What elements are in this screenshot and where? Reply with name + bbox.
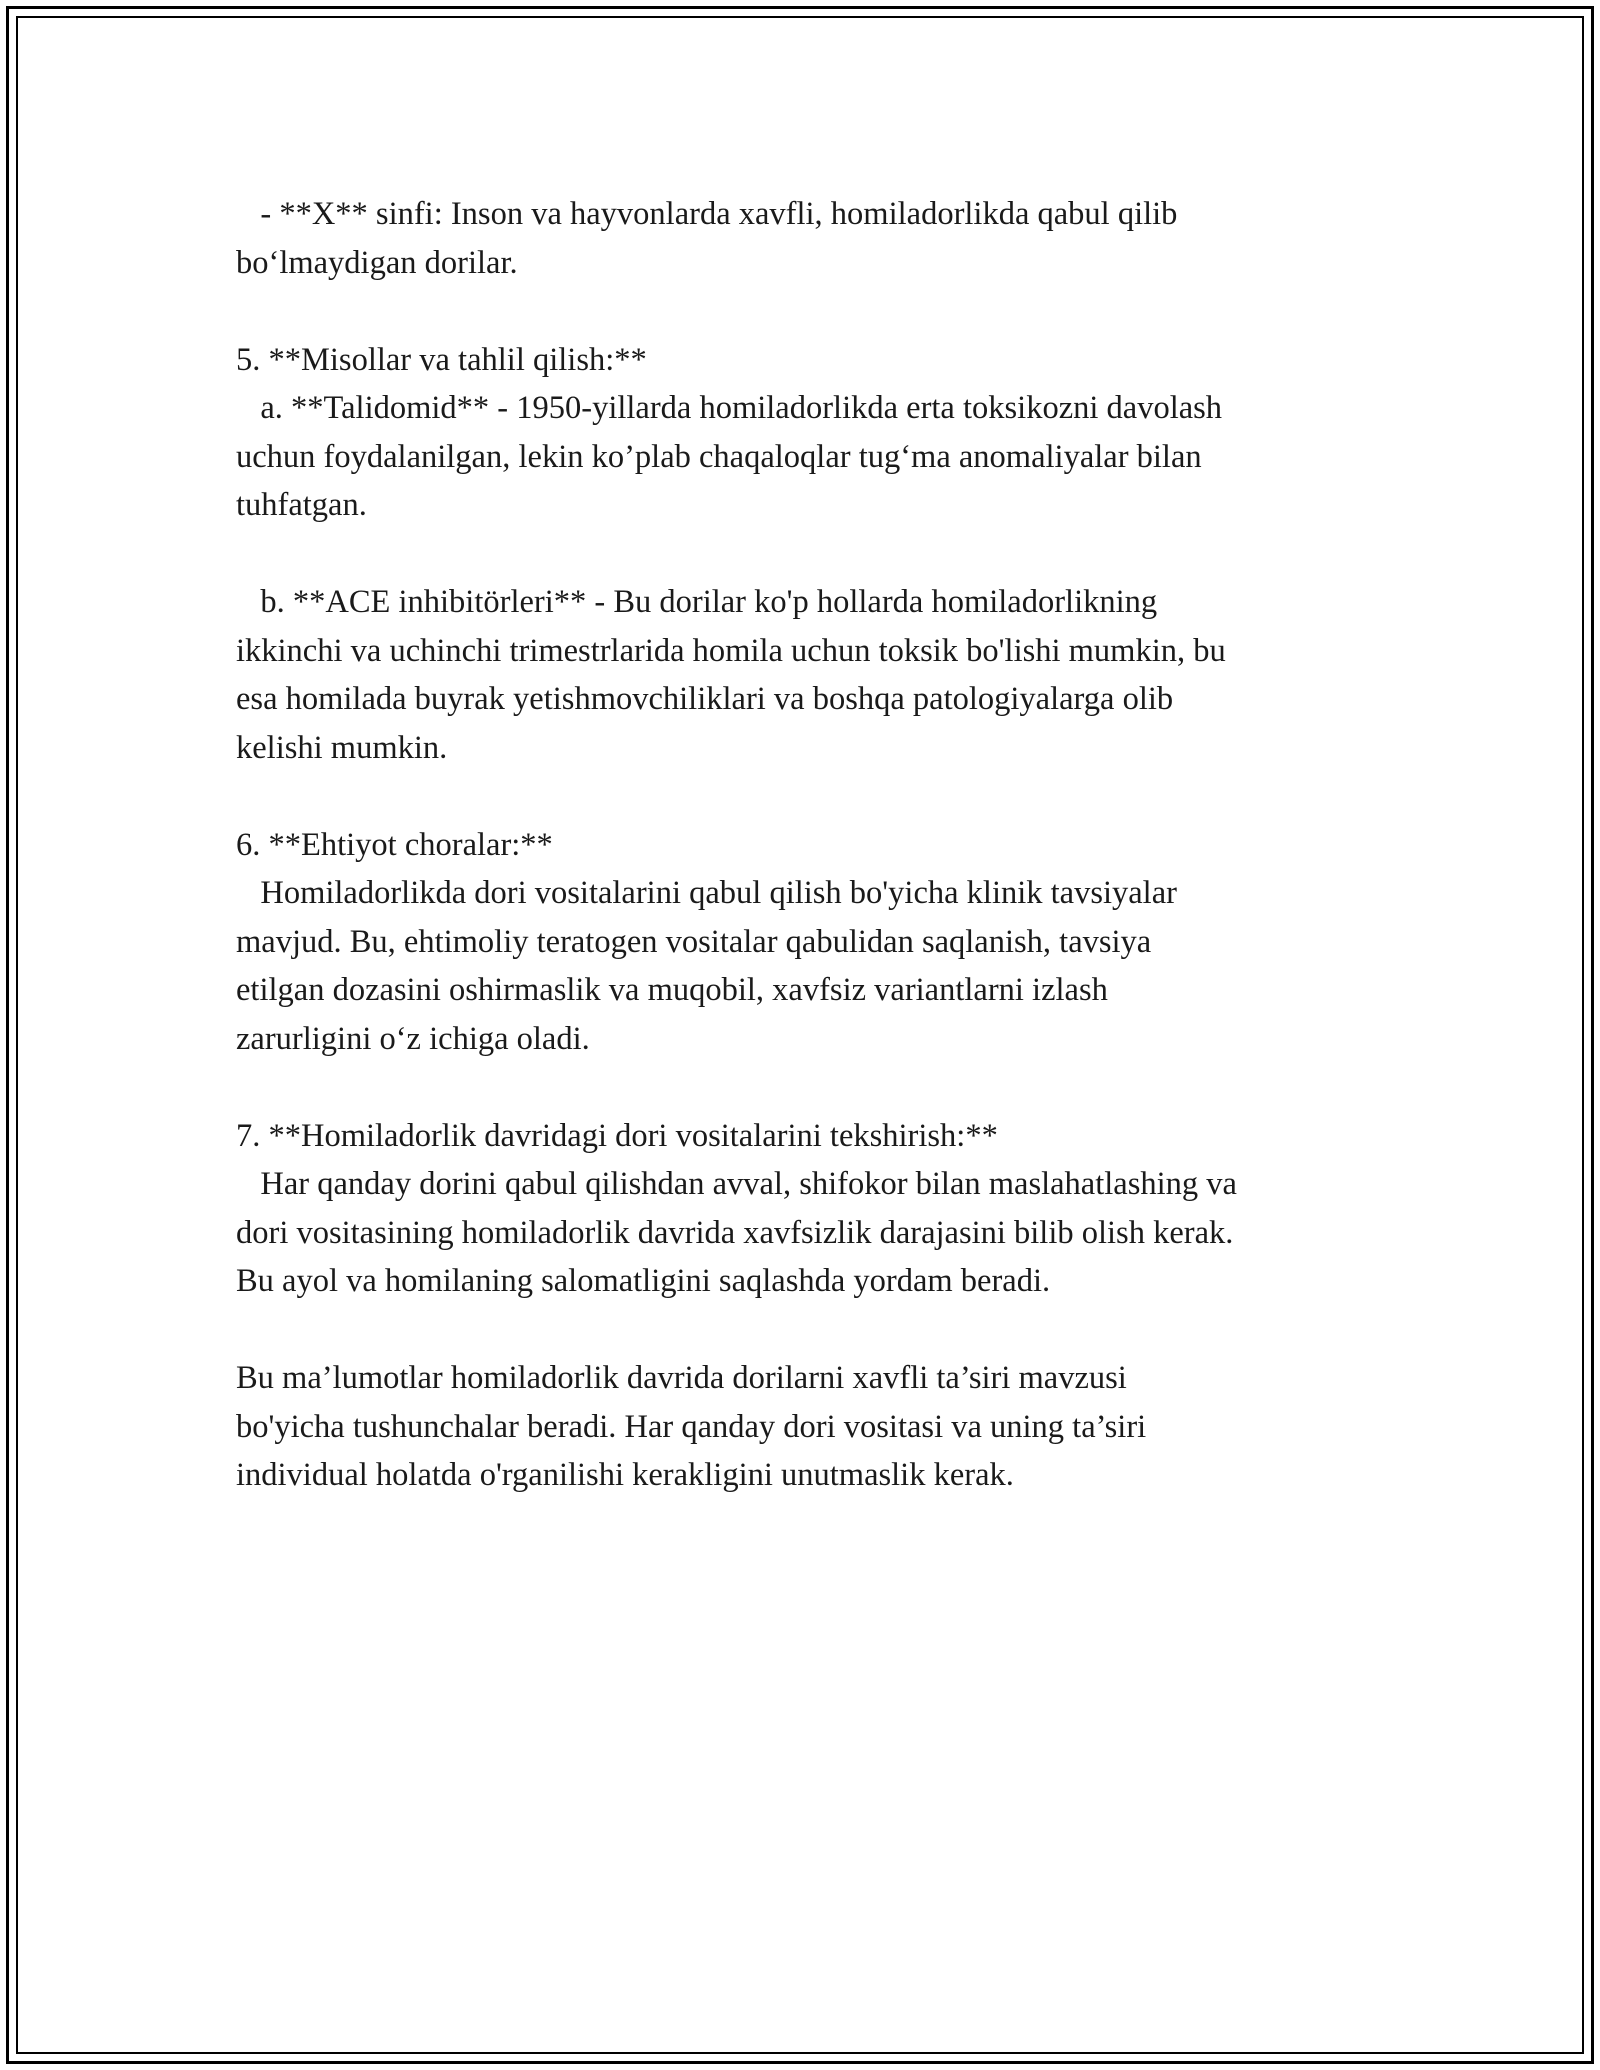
- paragraph-spacer: [236, 287, 1376, 336]
- document-body: [236, 190, 1376, 1500]
- text-line: uchun foydalanilgan, lekin ko’plab chaqaloqlar tug‘ma anomaliyalar bilan: [236, 438, 1202, 475]
- text-line: zarurligini o‘z ichiga oladi.: [236, 1020, 590, 1057]
- text-line: 5. **Misollar va tahlil qilish:**: [236, 341, 647, 378]
- text-line: ikkinchi va uchinchi trimestrlarida homila uchun toksik bo'lishi mumkin, bu: [236, 632, 1226, 669]
- text-line: b. **ACE inhibitörleri** - Bu dorilar ko'p hollarda homiladorlikning: [236, 584, 1158, 620]
- text-line: Bu ayol va homilaning salomatligini saqlashda yordam beradi.: [236, 1263, 1051, 1299]
- paragraph: [236, 1354, 1376, 1500]
- text-line: Bu ma’lumotlar homiladorlik davrida dorilarni xavfli ta’siri mavzusi: [236, 1360, 1127, 1396]
- text-line: dori vositasining homiladorlik davrida xavfsizlik darajasini bilib olish kerak.: [236, 1214, 1234, 1251]
- text-line: Homiladorlikda dori vositalarini qabul qilish bo'yicha klinik tavsiyalar: [236, 875, 1177, 911]
- text-line: - **X** sinfi: Inson va hayvonlarda xavfli, homiladorlikda qabul qilib: [236, 196, 1178, 232]
- text-line: mavjud. Bu, ehtimoliy teratogen vositalar qabulidan saqlanish, tavsiya: [236, 923, 1152, 960]
- paragraph-spacer: [236, 772, 1376, 821]
- paragraph: [236, 1112, 1376, 1306]
- paragraph: [236, 578, 1376, 772]
- text-line: bo'yicha tushunchalar beradi. Har qanday dori vositasi va uning ta’siri: [236, 1408, 1147, 1445]
- paragraph: [236, 821, 1376, 1064]
- text-line: tuhfatgan.: [236, 487, 367, 523]
- text-line: etilgan dozasini oshirmaslik va muqobil, xavfsiz variantlarni izlash: [236, 972, 1108, 1008]
- text-line: 6. **Ehtiyot choralar:**: [236, 826, 553, 863]
- paragraph-spacer: [236, 1306, 1376, 1355]
- text-line: esa homilada buyrak yetishmovchiliklari va boshqa patologiyalarga olib: [236, 681, 1174, 717]
- text-line: individual holatda o'rganilishi kerakligini unutmaslik kerak.: [236, 1457, 1014, 1493]
- paragraph: [236, 190, 1376, 287]
- text-line: Har qanday dorini qabul qilishdan avval, shifokor bilan maslahatlashing va: [236, 1166, 1237, 1202]
- text-line: kelishi mumkin.: [236, 729, 448, 766]
- paragraph-spacer: [236, 1063, 1376, 1112]
- paragraph: [236, 336, 1376, 530]
- text-line: bo‘lmaydigan dorilar.: [236, 244, 518, 281]
- text-line: a. **Talidomid** - 1950-yillarda homiladorlikda erta toksikozni davolash: [236, 390, 1223, 426]
- text-line: 7. **Homiladorlik davridagi dori vositalarini tekshirish:**: [236, 1117, 998, 1154]
- paragraph-spacer: [236, 530, 1376, 579]
